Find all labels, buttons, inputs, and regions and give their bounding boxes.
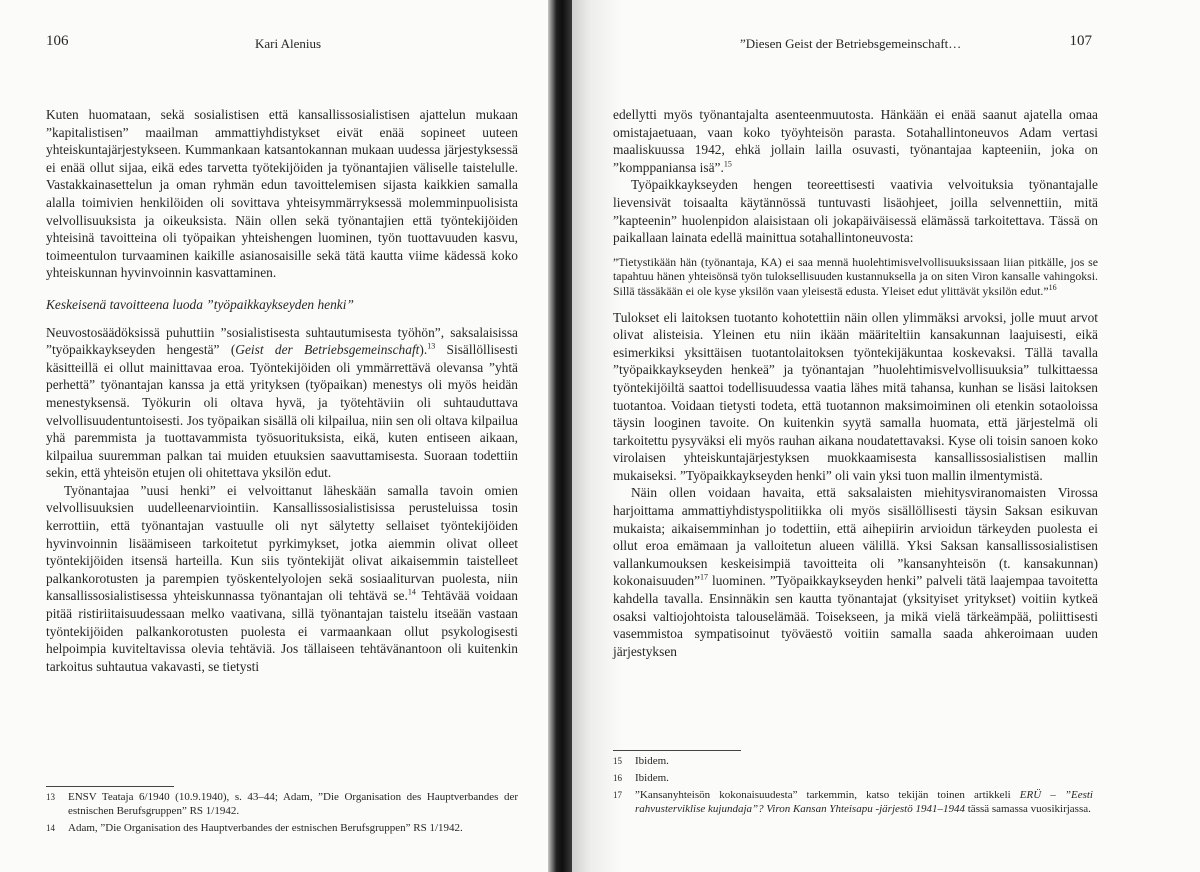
footnote-ref[interactable]: 14 [407, 587, 416, 597]
footnote: 16 Ibidem. [613, 772, 669, 784]
left-page [0, 0, 548, 872]
left-body-text [46, 106, 518, 675]
footnote-ref[interactable]: 15 [723, 159, 732, 169]
block-quote: ”Tietystikään hän (työnantaja, KA) ei saa mennä huolehtimisvelvollisuuksissaan liian pitkälle, jos se tapahtuu hänen yhteisönsä työn tuloksellisuuden kustannuksella ja on siten Viron kansalle vahingoksi. Sillä tässäkään ei ole kyse yksilön vaan yleisestä edusta. Yleiset edut ylittävät yksilön edut.”$^{16}$ [613, 254, 1098, 298]
running-head-right: ”Diesen Geist der Betriebsgemeinschaft… [740, 36, 962, 51]
book-gutter [548, 0, 572, 872]
footnote: 14 Adam, ”Die Organisation des Hauptverbandes der estnischen Berufsgruppen” RS 1/1942. [46, 822, 463, 834]
paragraph: Näin ollen voidaan havaita, että saksalaisten miehitysviranomaisten Virossa harjoittama ammattiyhdistyspolitiikka oli myös sisällöllisesti täysin Saksan esikuvan mukaista; aikaisemminhan jo todettiin, että aihepiirin arvioidun tärkeyden puolesta ei ollut eroa emämaan ja valloitetun alueen välillä. Yksi Saksan kansallissosialistisen vallankumouksen keskeisimpiä tavoitteita oli ”kansanyhteisön (t. kansakunnan) kokonaisuuden”$^{17}$ luominen. ”Työpaikkaykseyden henki” palveli tätä laajempaa tavoitetta kahdella tavalla. Ensinnäkin sen kautta työnantajat (yksityiset yritykset) voitiin kytkeä osaksi valtiojohtoista talouselämää. Toisekseen, ja mikä vielä tärkeämpää, poliittisesti vasemmistoa sympatisoinut työväestö voitiin samalla saada ahkeroimaan uuden järjestyksen [613, 485, 1098, 659]
footnote-ref[interactable]: 16 [1048, 283, 1057, 293]
footnotes-left [46, 786, 518, 835]
right-body-text [613, 106, 1098, 660]
footnote-ref[interactable]: 17 [700, 572, 709, 582]
paragraph: Kuten huomataan, sekä sosialistisen että kansallissosialistisen ajattelun mukaan ”kapitalistisen” maailman ammattiyhdistykset eivät enää sopineet uuteen yhteiskuntajärjestykseen. Kummankaan katsantokannan mukaan uudessa järjestyksessä ei enää ollut sijaa, eikä edes tarvetta työtekijöiden ja työnantajien väliselle taistelulle. Vastakkainasettelun ja oman ryhmän edun tavoittelemisen sijasta kaikkien samalla alalla toimivien henkilöiden oli sovittava yhteisymmärryksessä molemminpuolisista velvollisuuksista ja oikeuksista. Näin ollen sekä työnantajien että työntekijöiden yhteisinä tavoitteina oli työpaikan yhteishengen luominen, työn tuottavuuden kasvu, toimeentulon turvaaminen kaikille asianosaisille sekä tätä kautta viime kädessä koko yhteiskunnan hyvinvoinnin kasvattaminen. [46, 107, 518, 281]
paragraph: Tulokset eli laitoksen tuotanto kohotettiin näin ollen ylimmäksi arvoksi, jolle muut arvot olivat alisteisia. Yleinen etu niin ikään määriteltiin kansakunnan laajuisesti, eikä esimerkiksi yksittäisen tuotantolaitoksen työntekijäkuntaa koskevaksi. Tällä tavalla ”työpaikkaykseyden henkeä” ja työnantajan ”huolehtimisvelvollisuuksia” tulkittaessa työntekijöiltä saattoi todellisuudessa vaatia lähes mitä tahansa, kunhan se lisäsi laitoksen tuotantoa. Voidaan tietysti todeta, että tuotannon maksimoiminen oli etenkin sotaoloissa täysin looginen tavoite. On kuitenkin syytä samalla huomata, että järjestelmä oli tarkoitettu pysyväksi eli myös rauhan aikana noudatettavaksi. Kyse oli toisin sanoen koko virolaisen yhteiskuntajärjestyksen muokkaamisesta kansallissosialistisen mallin mukaiseksi. ”Työpaikkaykseyden henki” oli vain yksi tuon mallin ilmentymistä. [613, 309, 1098, 483]
paragraph: Työnantajaa ”uusi henki” ei velvoittanut läheskään samalla tavoin omien velvollisuuksien uudelleenarviointiin. Kansallissosialistisissa perusteluissa tosin kerrottiin, että työnantajan vastuulle oli nyt sälytetty sellaiset työntekijöiden hyvinvoinnin lisäämiseen tarkoitetut pyrkimykset, jotka aiemmin olivat olleet työntekijöiden itsensä harteilla. Kun siis työntekijät olivat aikaisemmin taistelleet palkankorotusten ja parempien työskentelyolojen sekä sosiaaliturvan puolesta, niin kansallissosialistisessa yhteiskunnassa työnantajan oli tehtävä se.$^{14}$ Tehtävää voidaan pitää ristiriitaisuudessaan melko vaativana, sillä työnantajan taistelu itseään vastaan työntekijöiden palkankorotusten puolesta ei varmaankaan ollut psykologisesti helpoimpia kuviteltavissa olevia tehtäviä. Jos tällaiseen tehtävänantoon oli kuitenkin tarkoitus suhtautua vakavasti, se tietysti [46, 482, 518, 674]
footnote: 17 ”Kansanyhteisön kokonaisuudesta” tarkemmin, katso tekijän toinen artikkeli ERÜ – ”Eesti rahvusterviklise kujundaja”? Viron Kansan Yhteisapu -järjestö 1941–1944 tässä samassa vuosikirjassa. [613, 789, 1093, 815]
footnote: 13 ENSV Teataja 6/1940 (10.9.1940), s. 43–44; Adam, ”Die Organisation des Hauptverbandes der estnischen Berufsgruppen” RS 1/1942. [46, 791, 518, 817]
paragraph: Työpaikkaykseyden hengen teoreettisesti vaativia velvoituksia työnantajalle lievensivät toisaalta käytännössä tuntuvasti lisäohjeet, joilla selvennettiin, mitä ”kapteenin” huolenpidon alaisistaan oli jokapäiväisessä elämässä tarkoitettava. Tässä on paikallaan lainata edellä mainittua sotahallintoneuvosta: [613, 177, 1098, 246]
right-page [572, 0, 1200, 872]
footnote-ref[interactable]: 13 [427, 341, 436, 351]
page-number-left: 106 [46, 33, 69, 49]
footnote-divider [46, 786, 174, 787]
paragraph: Neuvostosäädöksissä puhuttiin ”sosialistisesta suhtautumisesta työhön”, saksalaisissa ”työpaikkaykseyden hengestä” (Geist der Betriebsgemeinschaft).$^{13}$ Sisällöllisesti käsitteillä ei ollut mainittavaa eroa. Työntekijöiden oli ymmärrettävä olevansa ”yhtä perhettä” työnantajan kanssa ja että yrityksen (työpaikan) menestys oli myös heidän menestyksensä. Työkurin oli oltava hyvä, ja työtehtäviin oli suhtauduttava velvollisuudentuntoisesti. Jos työpaikan sisällä oli kilpailua, niin sen oli oltava kilpailua yhä paremmista ja tuottavammista työsuorituksista, eikä, kuten entiseen aikaan, kilpailua suuremman palkan tai muiden etuuksien saavuttamisesta. Suoraan todettiin sekin, että yhteisön etujen oli ohitettava yksilön edut. [46, 324, 518, 481]
footnotes-right [613, 750, 1093, 816]
section-heading: Keskeisenä tavoitteena luoda ”työpaikkaykseyden henki” [46, 296, 354, 312]
running-head-left: Kari Alenius [255, 36, 322, 51]
paragraph: edellytti myös työnantajalta asenteenmuutosta. Hänkään ei enää saanut ajatella omaa omistajaetuaan, vaan koko työyhteisön parasta. Sotahallintoneuvos Adam vertasi maaliskuussa 1942, ehkä jollain lailla osuvasti, työnantajaa kapteeniin, joka on ”komppaniansa isä”.$^{15}$ [613, 107, 1098, 175]
footnote-divider [613, 750, 741, 751]
page-number-right: 107 [1069, 33, 1092, 49]
footnote: 15 Ibidem. [613, 755, 669, 767]
